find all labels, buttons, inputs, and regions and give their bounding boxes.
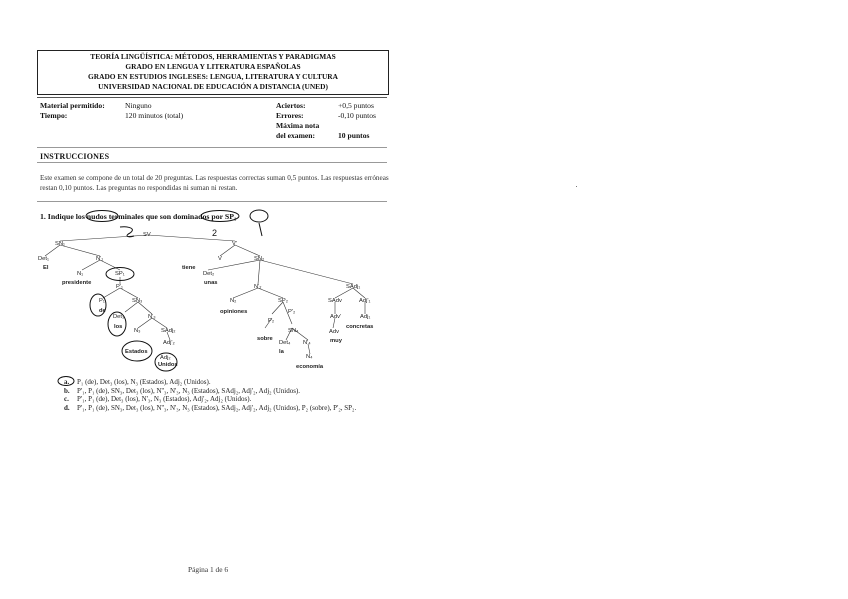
node-det2: Det₂ bbox=[203, 271, 215, 277]
word-la: la bbox=[279, 349, 284, 355]
page-number: Página 1 de 6 bbox=[188, 565, 229, 574]
circle-p1 bbox=[90, 294, 106, 316]
word-sobre: sobre bbox=[257, 336, 273, 342]
pen-stroke-2 bbox=[120, 227, 134, 237]
option-b-key: b. bbox=[64, 386, 70, 395]
node-sadj1: SAdj₁ bbox=[346, 284, 361, 290]
node-n3: N₃ bbox=[134, 328, 141, 334]
aciertos-value: +0,5 puntos bbox=[338, 101, 374, 110]
node-sv: SV bbox=[143, 232, 151, 238]
node-adj2b: Adj'₂ bbox=[163, 340, 175, 346]
circle-dominados bbox=[201, 211, 239, 222]
header-line-2: GRADO EN LENGUA Y LITERATURA ESPAÑOLAS bbox=[125, 62, 301, 71]
option-d-text: P'₁, P₁ (de), SN₃, Det₃ (los), N''₃, N'₃, N₃ (Estados), SAdj₂, Adj'₂, Adj₂ (Unidos), P₂ (sobre), P'₂, SP₂. bbox=[77, 403, 357, 412]
material-label: Material permitido: bbox=[40, 101, 105, 110]
header-line-4: UNIVERSIDAD NACIONAL DE EDUCACIÓN A DISTANCIA (UNED) bbox=[98, 82, 328, 91]
node-det4: Det₄ bbox=[279, 340, 291, 346]
option-a[interactable] bbox=[64, 378, 394, 387]
node-n4b: N'₄ bbox=[303, 340, 311, 346]
circle-estados bbox=[122, 341, 152, 361]
node-sn3: SN₃ bbox=[132, 298, 143, 304]
errores-label: Errores: bbox=[276, 111, 304, 120]
aciertos-label: Aciertos: bbox=[276, 101, 306, 110]
maxima-label-1: Máxima nota bbox=[276, 121, 320, 130]
node-n3b: N'₃ bbox=[148, 314, 156, 320]
node-adj2: Adj₂ bbox=[160, 355, 171, 361]
pen-stroke bbox=[259, 223, 262, 236]
node-v1: V' bbox=[232, 241, 237, 247]
word-concretas: concretas bbox=[346, 324, 374, 330]
word-de: de bbox=[99, 308, 106, 314]
node-p1: P₁ bbox=[99, 298, 105, 304]
word-opiniones: opiniones bbox=[220, 309, 248, 315]
option-d-key: d. bbox=[64, 403, 70, 412]
tiempo-value: 120 minutos (total) bbox=[125, 111, 184, 120]
option-d[interactable] bbox=[64, 404, 394, 413]
option-b[interactable] bbox=[64, 387, 394, 396]
node-n2: N₂ bbox=[230, 298, 237, 304]
node-n4: N₄ bbox=[306, 354, 313, 360]
node-adv1b: Adv' bbox=[330, 314, 342, 320]
node-sn4: SN₄ bbox=[288, 328, 299, 334]
word-presidente: presidente bbox=[62, 280, 92, 286]
maxima-value: 10 puntos bbox=[338, 131, 370, 140]
circle-unidos bbox=[155, 353, 177, 371]
circle-det3 bbox=[108, 312, 126, 336]
node-sadj2: SAdj₂ bbox=[161, 328, 176, 334]
header-line-3: GRADO EN ESTUDIOS INGLESES: LENGUA, LITERATURA Y CULTURA bbox=[88, 72, 338, 81]
maxima-label-2: del examen: bbox=[276, 131, 316, 140]
instructions-title: INSTRUCCIONES bbox=[40, 152, 110, 161]
node-n1: N₁ bbox=[77, 271, 84, 277]
word-economia: economía bbox=[296, 364, 324, 370]
question-1-prompt: 1. Indique los nudos terminales que son dominados por SP₁ bbox=[40, 212, 237, 221]
option-a-text: P₁ (de), Det₃ (los), N₃ (Estados), Adj₂ (Unidos). bbox=[77, 378, 211, 386]
node-sp2: SP₂ bbox=[278, 298, 288, 304]
node-det3: Det₃ bbox=[113, 314, 125, 320]
circle-sp1-prompt bbox=[250, 210, 268, 222]
word-muy: muy bbox=[330, 338, 342, 344]
word-tiene: tiene bbox=[182, 265, 196, 271]
errores-value: -0,10 puntos bbox=[338, 111, 376, 120]
node-n1b: N'₁ bbox=[96, 256, 104, 262]
circle-nudos-terminales bbox=[86, 211, 118, 222]
word-estados: Estados bbox=[125, 349, 148, 355]
word-los: los bbox=[114, 324, 123, 330]
node-adj1b: Adj'₁ bbox=[359, 298, 371, 304]
word-el: El bbox=[43, 265, 49, 271]
node-p1b: P'₁ bbox=[116, 284, 123, 290]
node-p2: P₂ bbox=[268, 318, 275, 324]
node-p2b: P'₂ bbox=[288, 309, 296, 315]
node-adv: Adv bbox=[329, 329, 339, 335]
option-c-key: c. bbox=[64, 395, 69, 403]
header-line-1: TEORÍA LINGÜÍSTICA: MÉTODOS, HERRAMIENTAS Y PARADIGMAS bbox=[90, 52, 336, 61]
stray-mark bbox=[576, 186, 577, 187]
circle-sp1-node bbox=[106, 268, 134, 281]
material-value: Ninguno bbox=[125, 101, 152, 110]
option-c[interactable] bbox=[64, 395, 394, 404]
node-det1: Det₁ bbox=[38, 256, 49, 262]
tiempo-label: Tiempo: bbox=[40, 111, 68, 120]
node-sn2: SN₂ bbox=[254, 256, 265, 262]
word-unidos: Unidos bbox=[158, 362, 178, 368]
answer-options bbox=[64, 378, 394, 412]
option-b-text: P'₁, P₁ (de), SN₃, Det₃ (los), N''₃, N'₃, N₃ (Estados), SAdj₂, Adj'₂, Adj₂ (Unidos). bbox=[77, 386, 301, 395]
handwritten-mark: 2 bbox=[212, 228, 218, 238]
node-v: V bbox=[218, 256, 222, 262]
option-a-key: a. bbox=[64, 378, 70, 386]
node-sadv: SAdv bbox=[328, 298, 342, 304]
option-c-text: P'₁, P₁ (de), Det₃ (los), N'₃, N₃ (Estados), Adj'₂, Adj₂ (Unidos). bbox=[77, 395, 252, 403]
node-n2b: N'₂ bbox=[254, 284, 262, 290]
node-sp1: SP₁ bbox=[115, 271, 125, 277]
node-sn1: SN₁ bbox=[55, 241, 66, 247]
instructions-text: Este examen se compone de un total de 20 preguntas. Las respuestas correctas suman 0,5 puntos. Las respuestas erróneas restan 0,10 puntos. Las preguntas no respondidas ni suman ni restan. bbox=[40, 174, 389, 192]
node-adj1: Adj₁ bbox=[360, 314, 371, 320]
word-unas: unas bbox=[204, 280, 218, 286]
